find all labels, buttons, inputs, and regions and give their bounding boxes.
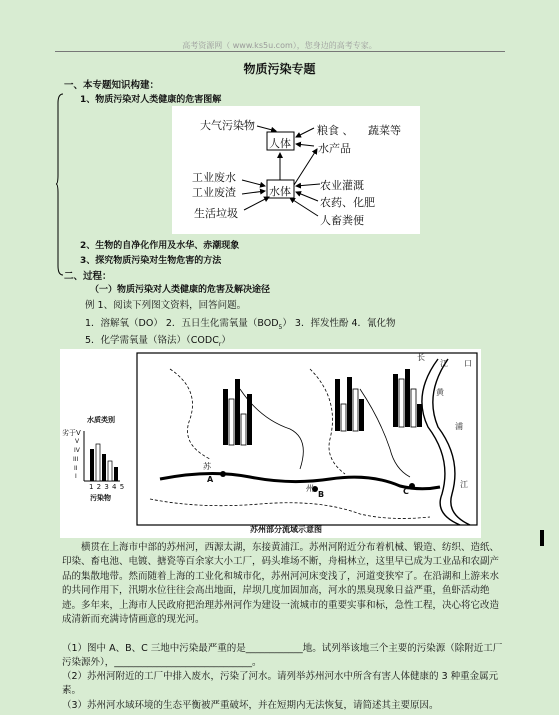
left-brace-icon <box>56 93 64 276</box>
legend-worse-than-v: 劣于V <box>62 429 81 437</box>
bar-group-c <box>393 369 422 427</box>
suzhou-river-map <box>60 349 481 538</box>
legend-level-i: I <box>75 473 77 480</box>
map-label-kou: 口 <box>464 359 472 368</box>
page-corner-mark <box>540 530 544 546</box>
pollutant-list-2 <box>85 332 231 348</box>
health-hazard-diagram <box>172 106 420 234</box>
node-manure: 人畜粪便 <box>320 214 364 227</box>
passage-paragraph: 横贯在上海市中部的苏州河，西源太湖，东接黄浦江。苏州河附近分布着机械、锻造、纺织、造纸、印染、畜电池、电镀、搪瓷等百余家大小工厂，码头堆场不断，舟楫林立，这里早已成为工业品和农副产品的集散地带。然而随着上海的工业化和城市化，苏州河河床变浅了，河道变狭窄了。在沿湖和上游来水的共同作用下，汛期水位往往会高出地面，岸坝几度加固加高，河水的黑臭现象日益严重，鱼虾活动绝迹。多年来，上海市人民政府把治理苏州河作为建设一流城市的重要实事和标，急性工程，决心将它改造成清新而充满诗情画意的现光河。 <box>62 542 500 626</box>
node-irrigation: 农业灌溉 <box>320 179 364 192</box>
page-title: 物质污染专题 <box>243 62 316 76</box>
example-1: 例 1、阅读下列图文资料，回答问题。 <box>85 300 247 311</box>
pollutant-list-2-end: ） <box>221 335 231 346</box>
node-air-pollutants: 大气污染物 <box>200 119 255 132</box>
section-1-heading: 一、本专题知识构建： <box>64 80 160 91</box>
node-domestic-waste: 生活垃圾 <box>194 207 238 220</box>
section-1-2: 2、生物的自净化作用及水华、赤潮现象 <box>80 241 240 251</box>
site-b-label: B <box>318 490 325 499</box>
question-1 <box>62 642 507 671</box>
map-label-pu: 浦 <box>455 422 463 431</box>
pollutant-list-1-sub: 5 <box>278 323 283 331</box>
map-label-chang: 长 <box>417 353 425 362</box>
node-aquatic-products: 水产品 <box>318 142 351 155</box>
pollutant-list-1-end: ） 3．挥发性酚 4．氰化物 <box>282 318 396 329</box>
map-label-huang: 黄 <box>436 388 444 397</box>
river-label-su: 苏 <box>203 462 211 471</box>
question-2: （2）苏州河附近的工厂中排入废水，污染了河水。请列举苏州河水中所含有害人体健康的 3 种重金属元素。 <box>62 671 499 697</box>
section-1-3: 3、探究物质污染对生物危害的方法 <box>80 256 222 266</box>
pollutant-list-1-main: 1．溶解氧（DO） 2．五日生化需氧量（BOD <box>85 318 279 329</box>
section-2-1: （一）物质污染对人类健康的危害及解决途径 <box>90 285 271 295</box>
header-divider <box>55 51 505 52</box>
question-1-end: ，_____________________________。 <box>104 657 262 669</box>
site-c-label: C <box>403 487 409 496</box>
legend-level-ii: II <box>74 465 78 472</box>
node-industrial-wastewater: 工业废水 <box>192 171 236 184</box>
section-1-1: 1、物质污染对人类健康的危害图解 <box>80 95 222 105</box>
node-water-body: 水体 <box>269 185 291 198</box>
node-industrial-residue: 工业废渣 <box>192 186 236 199</box>
map-label-jiang-2: 江 <box>460 480 468 489</box>
legend-title: 水质类别 <box>87 416 115 424</box>
node-vegetables: 蔬菜等 <box>368 124 401 137</box>
bar-group-b <box>335 377 364 431</box>
section-2-heading: 二、过程： <box>64 271 112 282</box>
bar-group-a <box>223 379 252 445</box>
map-label-jiang: 江 <box>440 359 448 368</box>
map-caption: 苏州部分流域示意图 <box>250 525 322 534</box>
pollutant-list-1 <box>85 315 396 331</box>
legend-level-iv: IV <box>74 447 80 454</box>
legend-x-label: 污染物 <box>90 494 111 502</box>
question-1-text: （1）图中 A、B、C 三地中污染最严重的是____________地。试列举该地三个主要的污染源（除附近工厂污染源外） <box>62 643 503 669</box>
map-drawing <box>60 349 481 538</box>
legend-level-v: V <box>75 438 80 445</box>
site-header: 高考资源网（ www.ks5u.com），您身边的高考专家。 <box>182 41 377 50</box>
river-label-zhou: 州 <box>306 484 314 493</box>
pollutant-list-2-sub: r <box>218 340 222 348</box>
node-human: 人体 <box>269 137 291 150</box>
node-grain: 粮食 、 <box>317 124 354 137</box>
site-a-label: A <box>207 475 214 484</box>
pollutant-list-2-main: 5．化学需氧量（铬法）（CODC <box>85 335 219 346</box>
question-3: （3）苏州河水域环境的生态平衡被严重破坏，并在短期内无法恢复，请简述其主要原因。 <box>62 700 439 711</box>
legend-level-iii: III <box>73 456 79 463</box>
legend-x-ticks: 1 2 3 4 5 <box>89 483 125 491</box>
node-pesticides: 农药、化肥 <box>320 196 375 209</box>
